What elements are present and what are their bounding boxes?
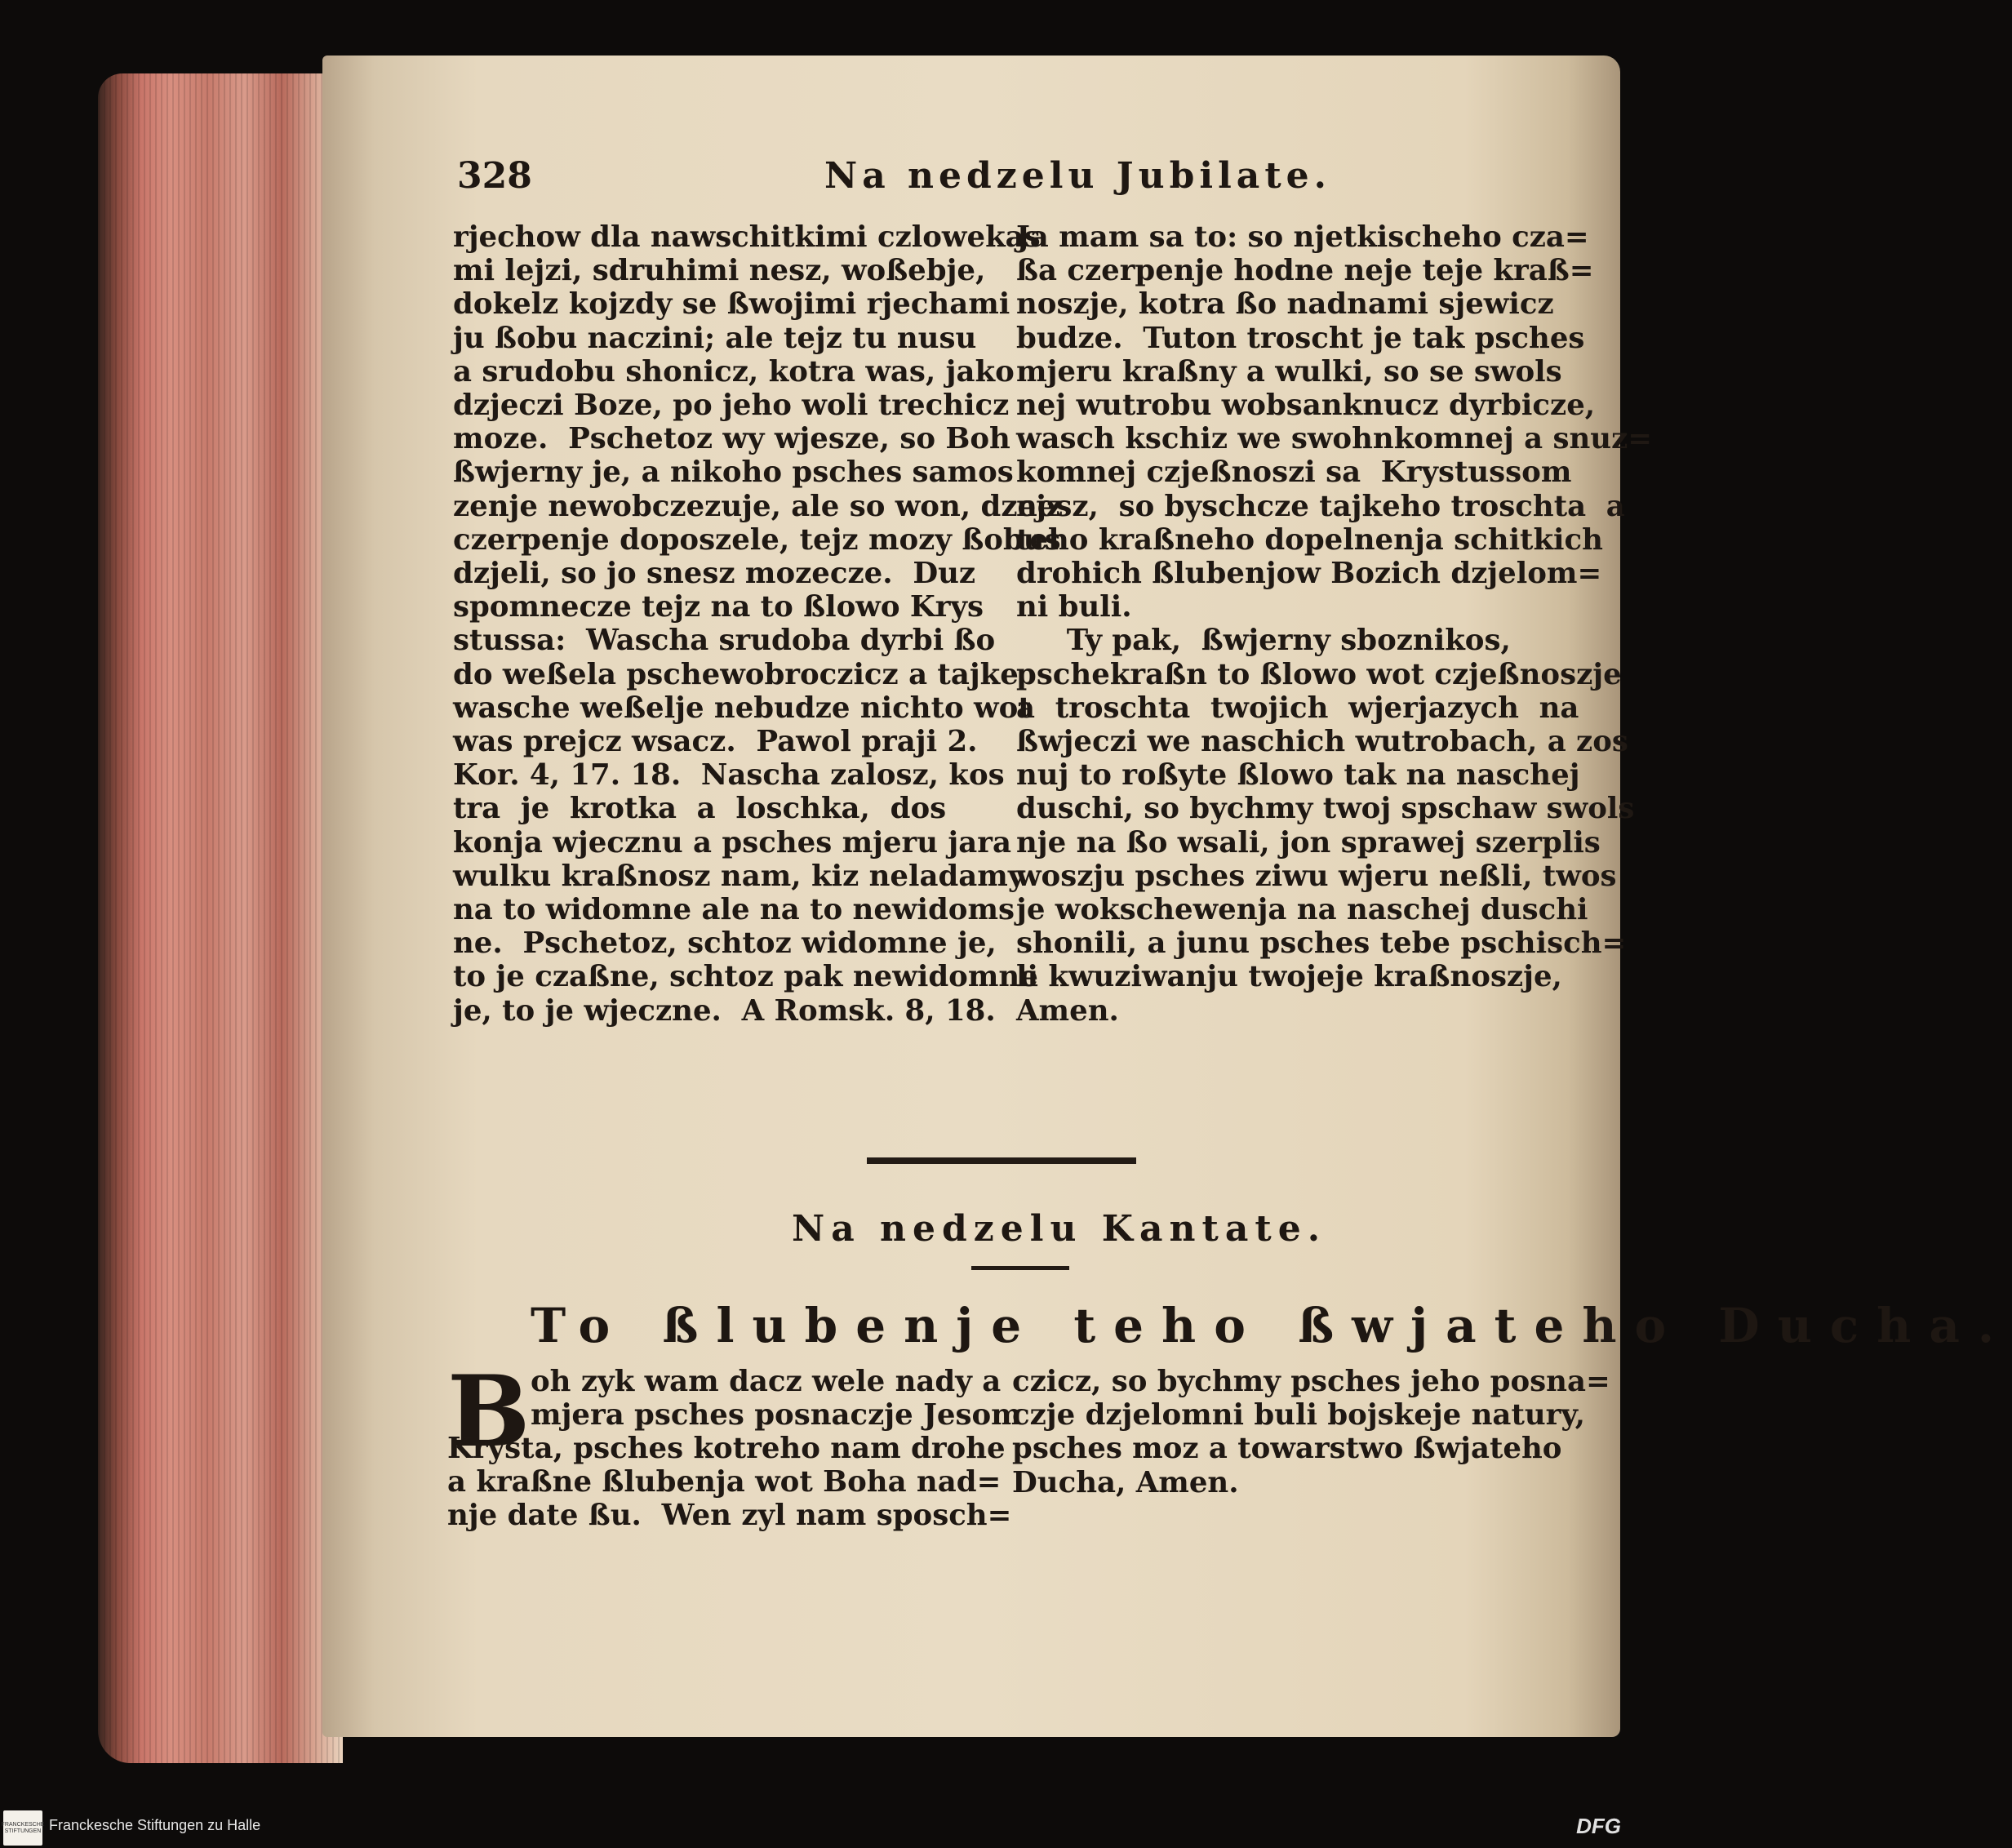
text-line: wasch kschiz we swohnkomnej a snuz=: [1016, 422, 1653, 456]
text-line: do weßela pschewobroczicz a tajke: [453, 657, 1019, 691]
right-text-column: [1016, 220, 1652, 1028]
text-line: shonili, a junu psches tebe pschisch=: [1016, 926, 1627, 961]
text-line: woszju psches ziwu wjeru neßli, twos: [1016, 859, 1617, 893]
text-line: ßa czerpenje hodne neje teje kraß=: [1016, 254, 1594, 288]
institution-logo: [1, 1810, 45, 1846]
text-line: ni buli.: [1016, 590, 1132, 624]
text-line: Ja mam sa to: so njetkischeho cza=: [1016, 220, 1589, 254]
text-line: wasche weßelje nebudze nichto wot: [453, 691, 1032, 725]
section-heading: Na nedzelu Kantate.: [792, 1208, 1327, 1250]
text-line: a kraßne ßlubenja wot Boha nad=: [447, 1465, 1002, 1499]
text-line: moze. Pschetoz wy wjesze, so Boh: [453, 422, 1010, 456]
body2-left-first-lines: [531, 1365, 1022, 1432]
text-line: nuj to roßyte ßlowo tak na naschej: [1016, 758, 1580, 793]
text-line: ju ßobu naczini; ale tejz tu nusu: [453, 321, 977, 355]
text-line: ne. Pschetoz, schtoz widomne je,: [453, 926, 997, 961]
text-line: teho kraßneho dopelnenja schitkich: [1016, 522, 1603, 557]
text-line: a troschta twojich wjerjazych na: [1016, 691, 1579, 725]
text-line: dokelz kojzdy se ßwojimi rjechami: [453, 287, 1010, 322]
text-line: duschi, so bychmy twoj spschaw swols: [1016, 792, 1635, 826]
text-line: dzjeli, so jo snesz mozecze. Duz: [453, 557, 976, 591]
institution-name: Franckesche Stiftungen zu Halle: [49, 1817, 261, 1833]
running-head: Na nedzelu Jubilate.: [824, 155, 1331, 197]
book-page-edges: [98, 73, 343, 1763]
text-line: konja wjecznu a psches mjeru jara: [453, 825, 1011, 860]
text-line: czerpenje doposzele, tejz mozy ßobus: [453, 522, 1061, 557]
text-line: a srudobu shonicz, kotra was, jako: [453, 354, 1015, 389]
page-number: 328: [457, 155, 532, 197]
text-line: je, to je wjeczne. A Romsk. 8, 18.: [453, 993, 996, 1028]
text-line: tra je krotka a loschka, dos: [453, 792, 947, 826]
left-text-column: [453, 220, 1063, 1028]
text-line: li kwuziwanju twojeje kraßnoszje,: [1016, 960, 1562, 994]
text-line: nej wutrobu wobsanknucz dyrbicze,: [1016, 389, 1596, 423]
text-line: dzjeczi Boze, po jeho woli trechicz: [453, 389, 1010, 423]
text-line: noszje, kotra ßo nadnami sjewicz: [1016, 287, 1554, 322]
text-line: zenje newobczezuje, ale so won, dzejz: [453, 489, 1064, 523]
section-subheading: To ßlubenje teho ßwjateho Ducha.: [531, 1298, 2012, 1353]
text-line: Amen.: [1016, 993, 1119, 1028]
text-line: na to widomne ale na to newidoms: [453, 893, 1015, 927]
body2-right-column: [1012, 1365, 1610, 1499]
text-line: spomnecze tejz na to ßlowo Krys: [453, 590, 984, 624]
dfg-logo: DFG: [1576, 1814, 1621, 1838]
text-line: rjechow dla nawschitkimi czlowekas: [453, 220, 1041, 254]
text-line: ßwjerny je, a nikoho psches samos: [453, 455, 1014, 490]
text-line: czicz, so bychmy psches jeho posna=: [1012, 1365, 1610, 1398]
institution-logo-text: FRANCKESCHE STIFTUNGEN: [1, 1821, 45, 1834]
text-line: mjera psches posnaczje Jesom: [531, 1398, 1022, 1433]
body2-left-column: [447, 1432, 1011, 1533]
text-line: Ducha, Amen.: [1012, 1465, 1239, 1499]
text-line: mjeru kraßny a wulki, so se swols: [1016, 354, 1562, 389]
text-line: nje na ßo wsali, jon sprawej szerplis: [1016, 825, 1601, 860]
text-line: komnej czjeßnoszi sa Krystussom: [1016, 455, 1572, 490]
heading-underline: [971, 1266, 1069, 1270]
text-line: drohich ßlubenjow Bozich dzjelom=: [1016, 557, 1602, 591]
text-line: Krysta, psches kotreho nam drohe: [447, 1432, 1006, 1465]
section-divider: [867, 1157, 1136, 1164]
text-line: ßwjeczi we naschich wutrobach, a zos: [1016, 725, 1628, 759]
drop-cap: B: [447, 1354, 531, 1469]
text-line: stussa: Wascha srudoba dyrbi ßo: [453, 624, 996, 658]
text-line: to je czaßne, schtoz pak newidomne: [453, 960, 1038, 994]
text-line: pschekraßn to ßlowo wot czjeßnoszje: [1016, 657, 1622, 691]
text-line: je wokschewenja na naschej duschi: [1016, 893, 1588, 927]
text-line: Ty pak, ßwjerny sboznikos,: [1016, 624, 1511, 658]
text-line: nesz, so byschcze tajkeho troschta a: [1016, 489, 1625, 523]
text-line: czje dzjelomni buli bojskeje natury,: [1012, 1398, 1585, 1433]
text-line: nje date ßu. Wen zyl nam sposch=: [447, 1499, 1012, 1533]
text-line: mi lejzi, sdruhimi nesz, woßebje,: [453, 254, 986, 288]
text-line: psches moz a towarstwo ßwjateho: [1012, 1432, 1562, 1466]
text-line: budze. Tuton troscht je tak psches: [1016, 321, 1585, 355]
text-line: was prejcz wsacz. Pawol praji 2.: [453, 725, 978, 759]
text-line: Kor. 4, 17. 18. Nascha zalosz, kos: [453, 758, 1005, 793]
text-line: wulku kraßnosz nam, kiz neladamy: [453, 859, 1025, 893]
text-line: oh zyk wam dacz wele nady a: [531, 1365, 1002, 1398]
